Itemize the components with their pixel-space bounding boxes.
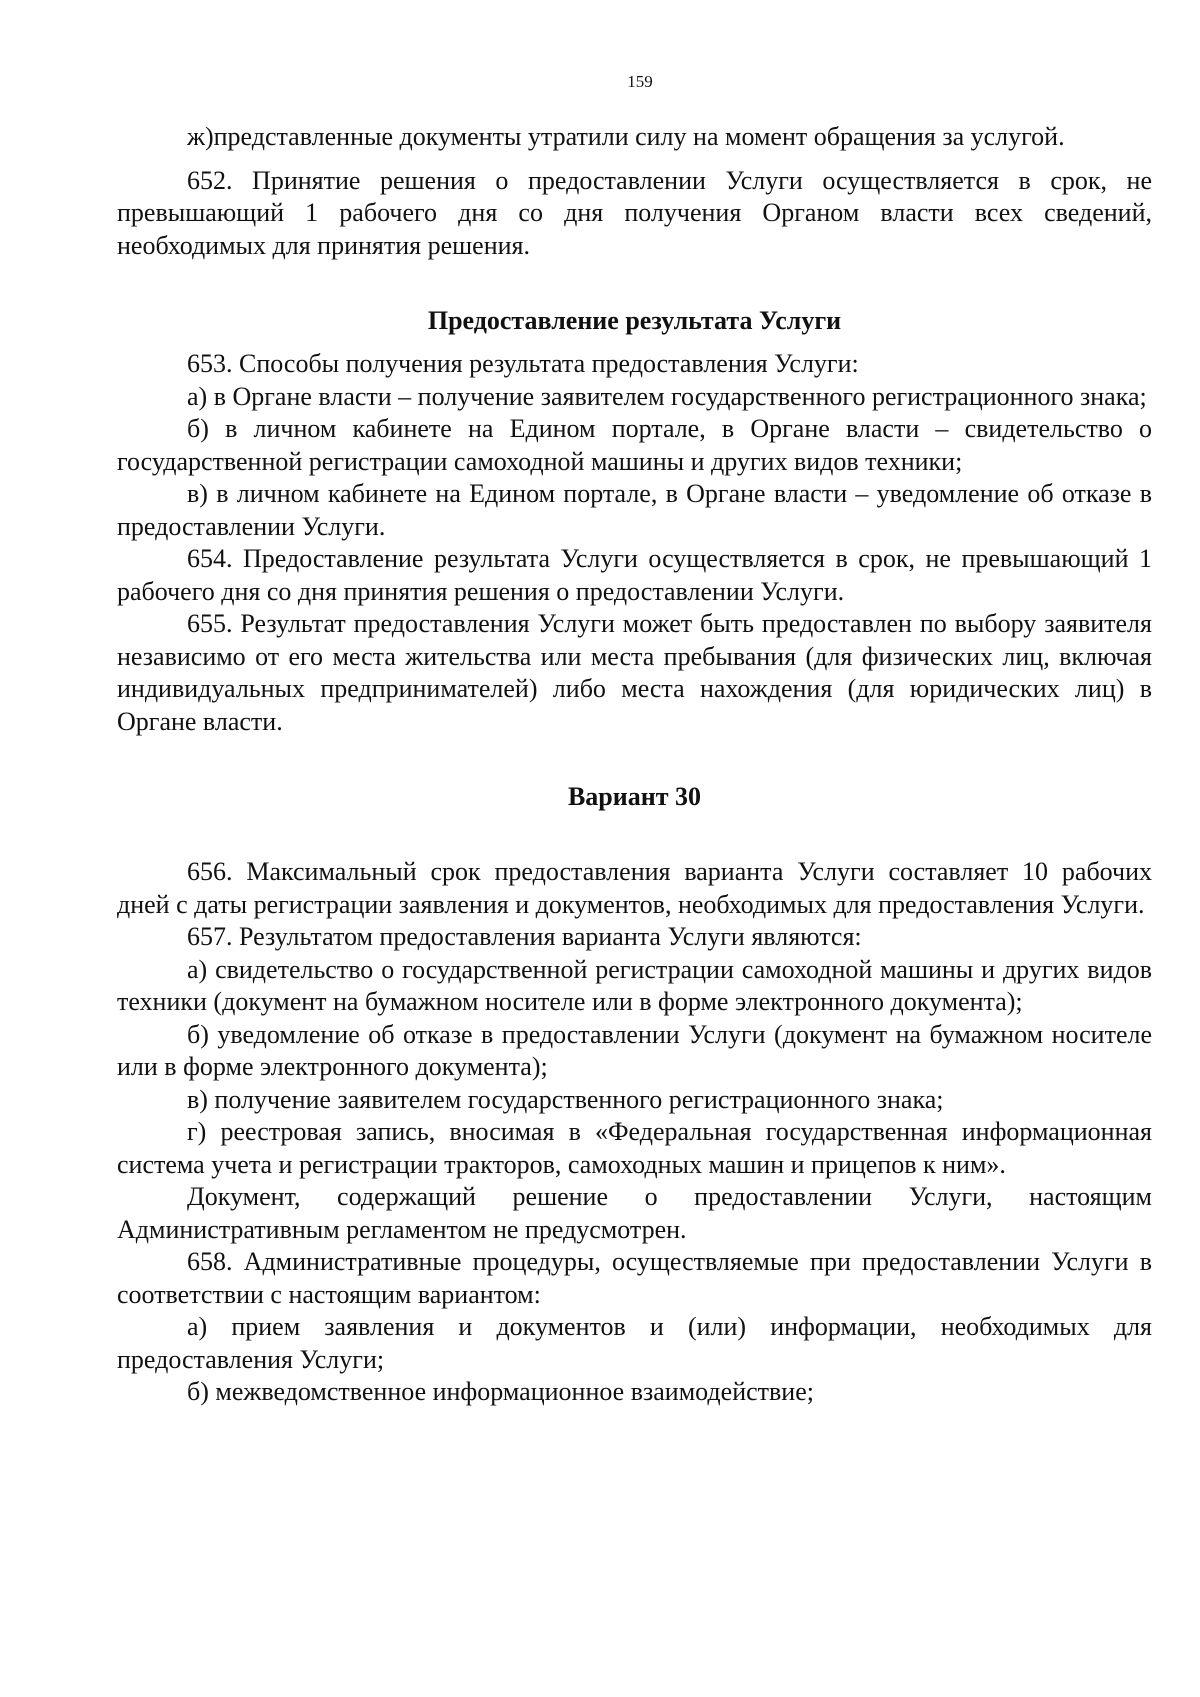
paragraph-657: 657. Результатом предоставления варианта Услуги являются: <box>187 922 862 951</box>
paragraph-653: 653. Способы получения результата предоставления Услуги: <box>187 349 859 378</box>
paragraph-657-b: б) уведомление об отказе в предоставлении Услуги (документ на бумажном носителе или в форме электронного документа); <box>117 1019 1152 1081</box>
paragraph-657-c: в) получение заявителем государственного регистрационного знака; <box>187 1084 944 1114</box>
paragraph-zh: ж)представленные документы утратили силу на момент обращения за услугой. <box>187 122 1065 151</box>
paragraph-657-a: а) свидетельство о государственной регистрации самоходной машины и других видов техники (документ на бумажном носителе или в форме электронного документа); <box>117 954 1152 1016</box>
section-heading-variant: Вариант 30 <box>567 782 702 811</box>
paragraph-653-c: в) в личном кабинете на Едином портале, в Органе власти – уведомление об отказе в предоставлении Услуги. <box>117 479 1152 541</box>
document-body <box>117 121 1152 1409</box>
paragraph-658-a: а) прием заявления и документов и (или) информации, необходимых для предоставления Услуги; <box>117 1312 1152 1374</box>
paragraph-655: 655. Результат предоставления Услуги может быть предоставлен по выбору заявителя независимо от его места жительства или места пребывания (для физических лиц, включая индивидуальных предпринимателей) либо места нахождения (для юридических лиц) в Органе власти. <box>117 609 1152 736</box>
paragraph-654: 654. Предоставление результата Услуги осуществляется в срок, не превышающий 1 рабочего дня со дня принятия решения о предоставлении Услуги. <box>117 544 1152 606</box>
paragraph-656: 656. Максимальный срок предоставления варианта Услуги составляет 10 рабочих дней с даты регистрации заявления и документов, необходимых для предоставления Услуги. <box>117 857 1152 919</box>
paragraph-658-b: б) межведомственное информационное взаимодействие; <box>187 1377 814 1406</box>
page-number: 159 <box>627 72 653 91</box>
paragraph-657-e: Документ, содержащий решение о предоставлении Услуги, настоящим Административным регламентом не предусмотрен. <box>117 1182 1152 1244</box>
paragraph-652: 652. Принятие решения о предоставлении Услуги осуществляется в срок, не превышающий 1 рабочего дня со дня получения Органом власти всех сведений, необходимых для принятия решения. <box>117 165 1152 260</box>
paragraph-653-a: а) в Органе власти – получение заявителем государственного регистрационного знака; <box>187 381 1147 411</box>
paragraph-653-b: б) в личном кабинете на Едином портале, в Органе власти – свидетельство о государственной регистрации самоходной машины и других видов техники; <box>117 414 1152 476</box>
paragraph-657-d: г) реестровая запись, вносимая в «Федеральная государственная информационная система учета и регистрации тракторов, самоходных машин и прицепов к ним». <box>117 1117 1152 1179</box>
paragraph-658: 658. Административные процедуры, осуществляемые при предоставлении Услуги в соответствии с настоящим вариантом: <box>117 1247 1152 1309</box>
section-heading-result: Предоставление результата Услуги <box>427 306 842 335</box>
